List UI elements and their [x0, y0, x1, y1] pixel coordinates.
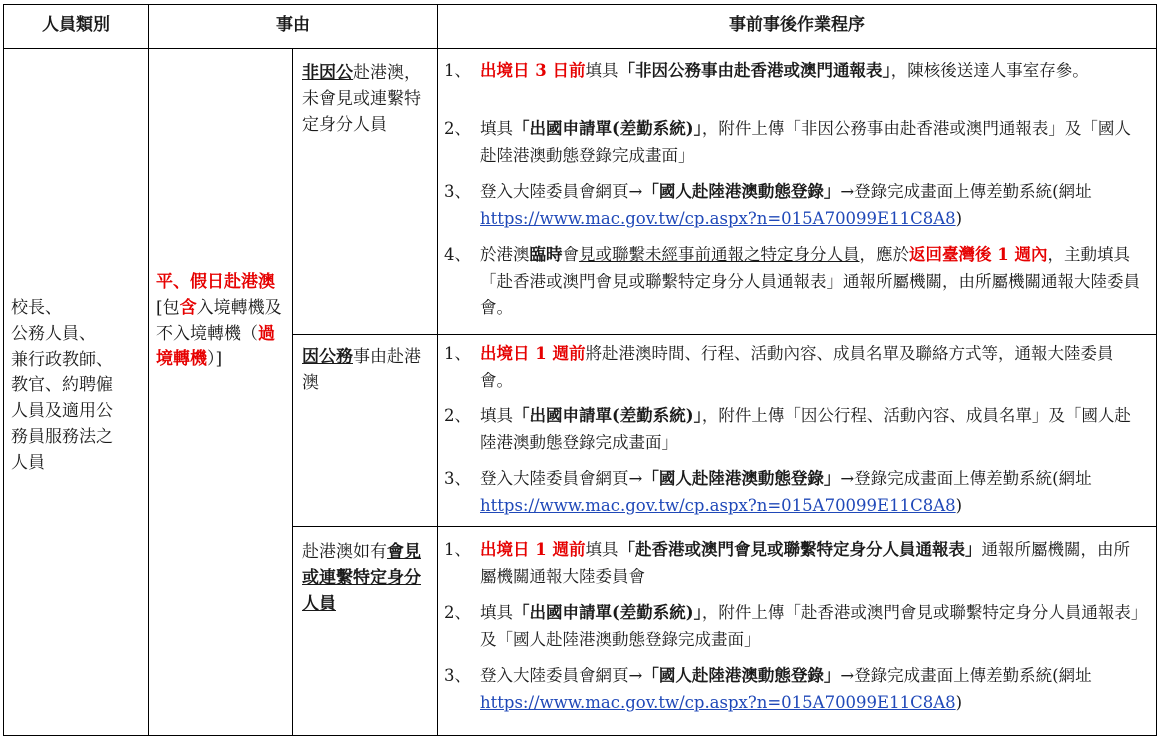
- step-text: [444, 537, 1144, 590]
- step-text-part: ，應於: [859, 245, 909, 264]
- step-text-part: →登錄完成畫面上傳差勤系統(網址: [840, 182, 1092, 201]
- reason-text-part: ）]: [207, 349, 223, 370]
- step-number: 1、: [444, 540, 471, 559]
- step-text: [444, 179, 1144, 232]
- procedure-step: [444, 242, 1144, 322]
- table-border-right: [1156, 4, 1157, 736]
- step-text-part: 登入大陸委員會網頁→: [480, 469, 643, 488]
- subreason-official-text: 事由赴港澳: [302, 347, 421, 393]
- deadline-highlight: 出境日 1 週前: [480, 344, 586, 363]
- step-text-part: 於港澳: [480, 245, 530, 264]
- step-text: [444, 466, 1144, 519]
- step-text-part: ): [955, 208, 963, 228]
- row2-divider: [292, 526, 1157, 527]
- step-number: 2、: [444, 603, 471, 622]
- step-text-part: 填具: [480, 406, 513, 425]
- procedure-step: [444, 58, 1144, 85]
- procedure-step: [444, 537, 1144, 590]
- step-text-part: 填具: [480, 119, 513, 138]
- step-text-part: ，附件上傳「赴香港或澳門會見或聯繫特定身分人員通報表」及「國人赴陸港澳動態登錄完成畫面」: [480, 603, 1140, 649]
- subreason-official: [302, 345, 432, 397]
- step-text-part: →登錄完成畫面上傳差勤系統(網址: [840, 469, 1092, 488]
- subreason-official-key: 因公務: [302, 347, 353, 367]
- subreason-non-official: [302, 61, 432, 138]
- col3-divider: [437, 4, 438, 736]
- header-procedure: 事前事後作業程序: [729, 15, 865, 35]
- step-text-part: 填具: [585, 61, 619, 80]
- header-personnel-category: 人員類別: [42, 15, 110, 35]
- step-text: [444, 58, 1144, 85]
- step-text: [444, 663, 1144, 716]
- procedure-step: [444, 466, 1144, 519]
- step-text-part: →登錄完成畫面上傳差勤系統(網址: [840, 666, 1092, 685]
- row1-divider: [292, 334, 1157, 335]
- subreason-non-official-key: 非因公: [302, 63, 353, 83]
- subreason-special-contact: [302, 540, 432, 617]
- step-number: 4、: [444, 245, 471, 264]
- procedure-step: [444, 116, 1144, 169]
- personnel-category-text: 校長、 公務人員、 兼行政教師、 教官、約聘僱 人員及適用公 務員服務法之 人員: [11, 298, 113, 473]
- table-border-bottom: [3, 735, 1157, 736]
- header-divider: [3, 48, 1157, 49]
- deadline-highlight: 出境日 3 日前: [480, 61, 586, 80]
- form-name: 臨時: [529, 245, 563, 264]
- step-number: 3、: [444, 182, 471, 201]
- step-text-part: 登入大陸委員會網頁→: [480, 666, 643, 685]
- step-text: [444, 116, 1144, 169]
- step-text-part: 填具: [585, 540, 619, 559]
- step-text: [444, 403, 1144, 456]
- mac-registration-link[interactable]: https://www.mac.gov.tw/cp.aspx?n=015A70099E11C8A8: [480, 692, 956, 712]
- step-text-part: ，陳核後送達人事室存參。: [890, 61, 1089, 80]
- mac-registration-link[interactable]: https://www.mac.gov.tw/cp.aspx?n=015A70099E11C8A8: [480, 208, 956, 228]
- step-text-part: 填具: [480, 603, 513, 622]
- step-text-part: 將赴港澳時間、行程、活動內容、成員名單及聯絡方式等，通報大陸委員會。: [480, 344, 1114, 390]
- reason-include: 含: [179, 297, 197, 318]
- form-name: 「出國申請單(差勤系統)」: [513, 406, 702, 425]
- form-name: 「赴香港或澳門會見或聯繫特定身分人員通報表」: [618, 540, 982, 559]
- step-text-part: 會: [562, 245, 579, 264]
- step-number: 3、: [444, 666, 471, 685]
- reason-highlight: 平、假日赴港澳: [156, 272, 275, 292]
- step-number: 2、: [444, 406, 471, 425]
- step-text-part: ，附件上傳「因公行程、活動內容、成員名單」及「國人赴陸港澳動態登錄完成畫面」: [480, 406, 1131, 452]
- step-number: 3、: [444, 469, 471, 488]
- form-name: 「出國申請單(差勤系統)」: [513, 119, 702, 138]
- form-name: 「國人赴陸港澳動態登錄」: [642, 666, 841, 685]
- header-reason: 事由: [276, 15, 310, 35]
- step-text: [444, 341, 1144, 394]
- step-text-part: ，主動填具「赴香港或澳門會見或聯繫特定身分人員通報表」通報所屬機關，由所屬機關通報大陸委員會。: [480, 245, 1140, 317]
- subreason-non-official-text: 赴港澳，未會見或連繫特定身分人員: [302, 63, 421, 135]
- form-name: 「國人赴陸港澳動態登錄」: [642, 469, 841, 488]
- step-text-part: 通報所屬機關，由所屬機關通報大陸委員會: [480, 540, 1130, 586]
- step-text: [444, 600, 1144, 653]
- form-name: 「非因公務事由赴香港或澳門通報表」: [618, 61, 891, 80]
- form-name: 「出國申請單(差勤系統)」: [513, 603, 702, 622]
- subreason-special-contact-key: 會見或連繫特定身分人員: [302, 542, 421, 614]
- subreason-special-contact-text: 赴港澳如有: [302, 542, 387, 562]
- step-text-part: ): [955, 692, 963, 712]
- reason-text-part: [包: [156, 297, 180, 318]
- col1-divider: [148, 4, 149, 736]
- table-border-left: [3, 4, 4, 736]
- underlined-text: 見或聯繫未經事前通報之特定身分人員: [579, 245, 860, 264]
- mac-registration-link[interactable]: https://www.mac.gov.tw/cp.aspx?n=015A70099E11C8A8: [480, 495, 956, 515]
- procedure-step: [444, 663, 1144, 716]
- reason-text: [156, 270, 288, 373]
- reason-transit-highlight: 過境轉機: [156, 323, 275, 370]
- step-number: 1、: [444, 61, 471, 80]
- table-border-top: [3, 4, 1157, 5]
- deadline-highlight: 返回臺灣後 1 週內: [909, 245, 1048, 264]
- form-name: 「國人赴陸港澳動態登錄」: [642, 182, 841, 201]
- reason-text-part: 入境轉機及不入境轉機（: [156, 297, 282, 344]
- step-text-part: 登入大陸委員會網頁→: [480, 182, 643, 201]
- procedure-step: [444, 600, 1144, 653]
- col2-divider: [292, 48, 293, 736]
- step-text: [444, 242, 1144, 322]
- step-text-part: ，附件上傳「非因公務事由赴香港或澳門通報表」及「國人赴陸港澳動態登錄完成畫面」: [480, 119, 1131, 165]
- deadline-highlight: 出境日 1 週前: [480, 540, 586, 559]
- step-number: 1、: [444, 344, 471, 363]
- step-text-part: ): [955, 495, 963, 515]
- step-number: 2、: [444, 119, 471, 138]
- procedure-step: [444, 403, 1144, 456]
- procedure-step: [444, 341, 1144, 394]
- procedure-step: [444, 179, 1144, 232]
